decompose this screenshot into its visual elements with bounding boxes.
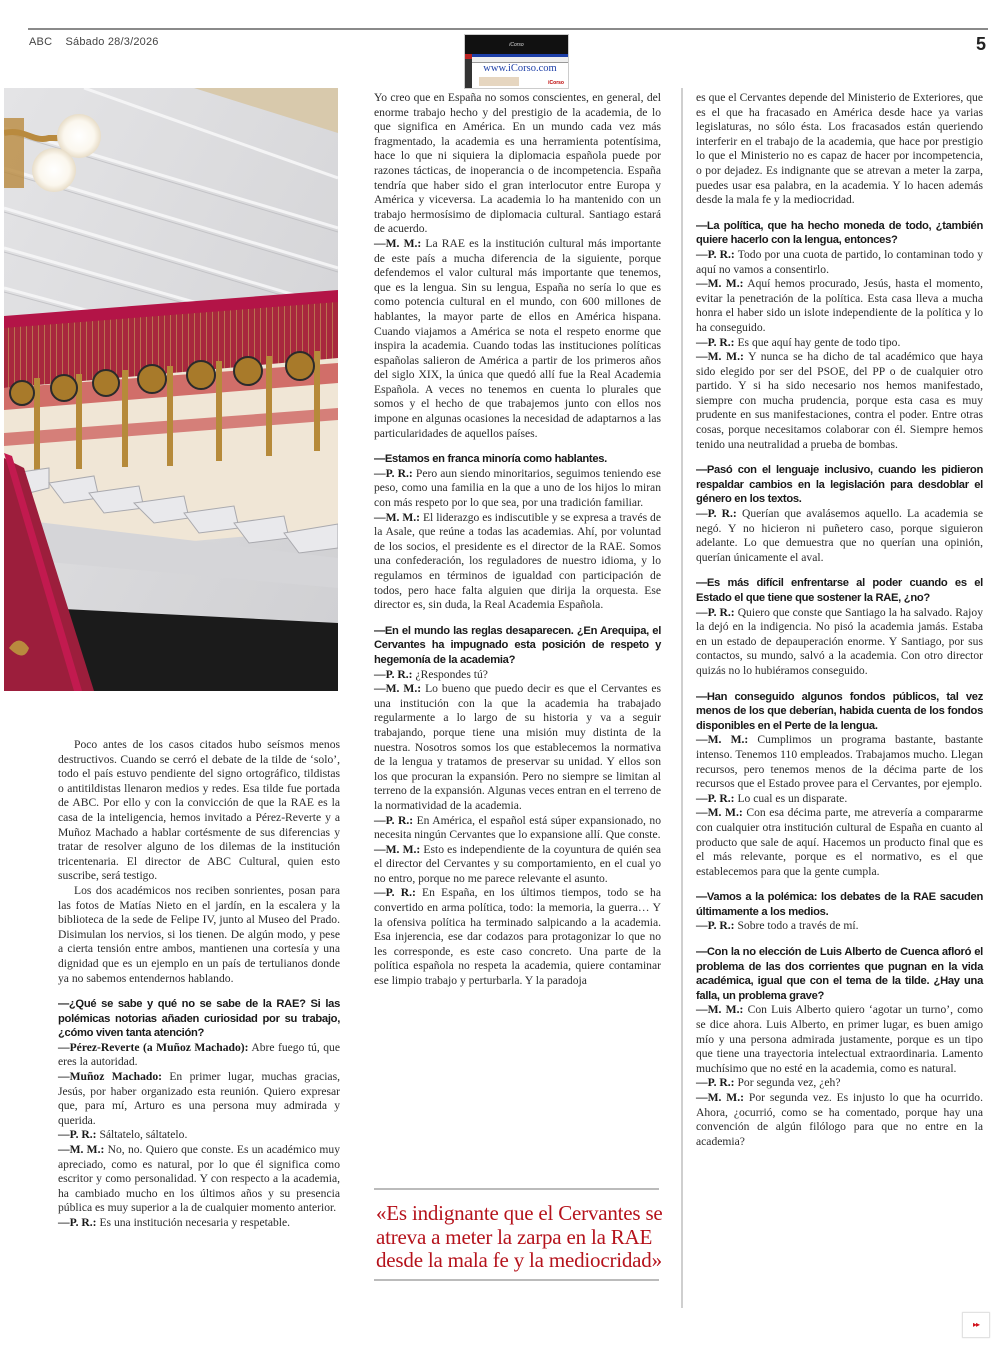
interview-answer <box>696 919 983 934</box>
answer-text: Lo bueno que puedo decir es que el Cervantes es una institución con la que la academia ha trabajado regularmente a lo largo de su historia y va a seguir trabajando, porque tiene una misión muy distinta de la nuestra. Nosotros somos los que establecemos la normativa de la lengua y tratamos de preservar su unidad. Y ellos son los que procuran la expansión. Pero no siempre se limitan al terreno de la expansión. Algunas veces entran en el terreno de la normatividad de la academia. <box>374 682 661 812</box>
answer-text: Por segunda vez. Es injusto lo que ha ocurrido. Ahora, ¿ocurrió, como se ha comentado, porque hay una convención de algún filólogo para que no entre en la academia? <box>696 1091 983 1148</box>
ad-header-text: iCorso <box>509 41 524 48</box>
speaker-label: —P. R.: <box>696 1076 735 1090</box>
answer-text: El liderazgo es indiscutible y se expresa a través de la Asale, que reúne a todas las academias. Ahí, por voluntad de los socios, el presidente es el director de la RAE. Somos una confederación, los reguladores de nuestro idioma, y lo regulamos en términos de igualdad con participación de todos, pero hace falta alguien que dirija la orquesta. Ese director es, sin duda, la Real Academia Española. <box>374 510 661 612</box>
interview-question: —Han conseguido algunos fondos públicos, tal vez menos de los que deberían, habida cuenta de los fondos disponibles en el Perte de la lengua. <box>696 690 983 732</box>
interview-answer <box>696 507 983 565</box>
speaker-label: —Pérez-Reverte (a Muñoz Machado): <box>58 1040 249 1054</box>
answer-text: Abre fuego tú, que eres la autoridad. <box>58 1040 340 1069</box>
pull-quote: «Es indignante que el Cervantes se atreva a meter la zarpa en la RAE desde la mala fe y la mediocridad» <box>376 1201 663 1272</box>
intro-paragraph: Poco antes de los casos citados hubo seísmos menos destructivos. Cuando se cerró el debate de la tilde de ‘solo’, todo el país estuvo pendiente del signo ortográfico, tildistas o antitildistas llenaron medios y redes. Esa tilde fue portada de ABC. Por ello y con la convicción de que la RAE es la casa de la inteligencia, hemos invitado a Pérez-Reverte y a Muñoz Machado a hablar cortésmente de sus diferencias y tratar de resolver alguno de los dilemas de la institución tricentenaria. El director de ABC Cultural, quien esto suscribe, será testigo. <box>58 738 340 883</box>
answer-text: Y nunca se ha dicho de tal académico que haya sido elegido por ser del PSOE, del PP o de cualquier otro partido. Y si ha sido necesario nos hemos manifestado, siempre con mucha prudencia, porque esta casa es muy prudente en sus manifestaciones, contra el poder. Entre otras cosas, porque necesitamos colaborar con él. Siempre hemos tenido una neutralidad a prueba de bombas. <box>696 350 983 451</box>
interview-answer <box>696 350 983 452</box>
interview-question: —Vamos a la polémica: los debates de la RAE sacuden últimamente a los medios. <box>696 891 983 918</box>
masthead <box>29 36 169 48</box>
ad-brand-logo: iCorso <box>548 80 564 86</box>
speaker-label: —Muñoz Machado: <box>58 1070 162 1084</box>
interview-answer <box>374 814 661 843</box>
answer-text: Sáltatelo, sáltatelo. <box>96 1128 188 1142</box>
speaker-label: —M. M.: <box>696 806 743 820</box>
interview-question: —La política, que ha hecho moneda de todo, ¿también quiere hacerlo con la lengua, entonces? <box>696 219 983 247</box>
column-1 <box>58 738 340 1231</box>
interview-answer <box>696 336 983 351</box>
answer-text: Con esa décima parte, me atrevería a compararme con cualquier otra institución cultural de España en cuanto al producto que sale de aquí. Hacemos un producto final que es el más relevante, porque es el normativo, es el que establecemos para que la gente cumpla. <box>696 806 983 878</box>
interview-answer <box>696 248 983 277</box>
column-divider <box>681 88 683 1308</box>
interview-answer <box>696 606 983 679</box>
answer-text: Pero aun siendo minoritarios, seguimos teniendo ese peso, como una familia en la que a uno de los hijos lo miran con más respeto por lo que sea, por una tradición familiar. <box>374 466 661 510</box>
article-photo <box>4 88 338 691</box>
interview-answer <box>696 277 983 335</box>
interview-answer <box>696 733 983 791</box>
interview-answer <box>58 1143 340 1216</box>
answer-text: Querían que avalásemos aquello. La academia se negó. Y no hicieron ni puñetero caso, porque siguieron adelante. Lo que demuestra que no querían una opinión, querían únicamente el aval. <box>696 507 984 564</box>
speaker-label: —M. M.: <box>374 236 422 250</box>
interview-answer <box>374 668 661 683</box>
interview-answer <box>374 467 661 511</box>
interview-answer <box>374 682 661 813</box>
interview-question: —¿Qué se sabe y qué no se sabe de la RAE? Si las polémicas notorias añaden curiosidad por su trabajo, ¿cómo viven tanta atención? <box>58 998 340 1040</box>
fast-forward-icon: ▸▸ <box>972 1320 980 1329</box>
interview-blocks <box>696 219 983 1150</box>
page-number: 5 <box>975 34 986 54</box>
answer-text: En América, el español está súper expansionado, no necesita ningún Cervantes que lo expansione allí. Que conste. <box>374 813 661 842</box>
interview-answer <box>696 1076 983 1091</box>
speaker-label: —P. R.: <box>374 466 413 480</box>
speaker-label: —M. M.: <box>374 682 422 696</box>
speaker-label: —M. M.: <box>696 1003 744 1017</box>
answer-text: Con Luis Alberto quiero ‘agotar un turno’, como se dice ahora. Luis Alberto, en primer lugar, es buen amigo mío y una persona admirada justamente, porque es un tipo que tiene una trayectoria intelectual extraordinaria. Lamento muchísimo que no esté en la academia, como es natural. <box>696 1003 983 1075</box>
speaker-label: —P. R.: <box>696 791 735 805</box>
answer-text: Por segunda vez, ¿eh? <box>734 1076 841 1090</box>
answer-text: Lo cual es un disparate. <box>734 791 848 805</box>
column-3 <box>696 91 983 1149</box>
interview-answer <box>374 886 661 988</box>
speaker-label: —M. M.: <box>696 350 744 364</box>
ad-url[interactable]: www.iCorso.com <box>483 63 557 74</box>
ad-map-image <box>479 77 519 86</box>
answer-text: Es que aquí hay gente de todo tipo. <box>734 335 901 349</box>
interview-question: —Con la no elección de Luis Alberto de Cuenca afloró el problema de las dos corrientes que pugnan en la vida académica, igual que con el tema de la tilde. ¿Hay una falla, un problema grave? <box>696 946 983 1002</box>
answer-text: Quiero que conste que Santiago la ha salvado. Rajoy la dejó en la indigencia. No pisó la academia jamás. Estaba en un estado de depauperación enorme. Y Santiago, por sus contactos, su mundo, salvó a la academia. Con otro director quizás no lo hubiéramos conseguido. <box>696 605 983 677</box>
interview-answer <box>58 1128 340 1143</box>
advertisement-banner[interactable] <box>464 34 569 89</box>
interview-answer <box>58 1041 340 1070</box>
speaker-label: —M. M.: <box>374 510 421 524</box>
interview-answer <box>374 843 661 887</box>
interview-answer <box>58 1216 340 1231</box>
speaker-label: —P. R.: <box>58 1128 97 1142</box>
answer-text: Esto es independiente de la coyuntura de quién sea el director del Cervantes y su comportamiento, en el cual yo no entro, porque no me parece relevante el asunto. <box>374 842 661 885</box>
speaker-label: —P. R.: <box>696 247 735 261</box>
interview-question: —En el mundo las reglas desaparecen. ¿En Arequipa, el Cervantes ha impugnado esta posición de respeto y hegemonía de la academia? <box>374 624 661 666</box>
pull-quote-bottom-rule <box>374 1279 659 1281</box>
top-rule <box>28 28 988 30</box>
interview-answer <box>696 806 983 879</box>
speaker-label: —P. R.: <box>374 813 414 827</box>
pull-quote-top-rule <box>374 1188 659 1190</box>
staircase-photo <box>4 88 338 691</box>
interview-answer <box>58 1070 340 1128</box>
speaker-label: —M. M.: <box>58 1143 105 1157</box>
issue-date: Sábado 28/3/2026 <box>65 36 159 48</box>
interview-question: —Estamos en franca minoría como hablantes. <box>374 453 607 466</box>
answer-text: Cumplimos un programa bastante, bastante intenso. Tenemos 110 empleados. Trabajamos mucho. Llegan recursos, pero tenemos menos de la décima parte de los recursos que el Estado provee para el Cervantes, por ejemplo. <box>696 733 983 791</box>
speaker-label: —P. R.: <box>696 605 735 619</box>
interview-answer <box>374 237 661 441</box>
answer-text: No, no. Quiero que conste. Es un académico muy apreciado, como es natural, por lo que él significa como escritor y como personalidad. Y con respecto a la academia, ha cambiado mucho en los últimos años y su presencia pública es muy superior a la de cualquier momento anterior. <box>58 1143 340 1215</box>
intro-paragraph: Los dos académicos nos reciben sonrientes, posan para las fotos de Matías Nieto en el jardín, en la escalera y la biblioteca de la sede de Felipe IV, junto al Museo del Prado. Disimulan los nervios, si los tienen. De algún modo, y pese a cierta tensión entre ambos, mantienen una cortesía y una dignidad que es un ejemplo en un país de tertulianos donde ya no sabemos entendernos hablando. <box>58 883 340 985</box>
speaker-label: —P. R.: <box>696 507 737 521</box>
ad-header <box>465 35 568 54</box>
speaker-label: —M. M.: <box>696 1091 745 1104</box>
lamp-globe <box>32 148 76 192</box>
interview-answer <box>374 511 661 613</box>
speaker-label: —P. R.: <box>696 919 735 933</box>
interview-question: —Es más difícil enfrentarse al poder cuando es el Estado el que tiene que sostener la RAE, ¿no? <box>696 577 983 604</box>
speaker-label: —M. M.: <box>696 277 744 291</box>
interview-answer <box>696 1091 983 1149</box>
answer-text: En primer lugar, muchas gracias, Jesús, por haber organizado esta reunión. Quiero expresar que, para mí, Arturo es una persona muy admirada y querida. <box>58 1070 340 1127</box>
interview-question: —Pasó con el lenguaje inclusivo, cuando les pidieron respaldar cambios en la legislación para desdoblar el género en los textos. <box>696 464 983 506</box>
interview-answer <box>696 1003 983 1076</box>
publication-name: ABC <box>29 36 53 48</box>
speaker-label: —P. R.: <box>696 335 735 349</box>
speaker-label: —P. R.: <box>374 667 413 681</box>
answer-text: Todo por una cuota de partido, lo contaminan todo y aquí no vamos a consentirlo. <box>696 247 983 276</box>
continued-paragraph: es que el Cervantes depende del Ministerio de Exteriores, que es el que ha fracasado en América desde hace ya varias legislaturas, no sólo ésta. Los fracasados están queriendo interferir en el trabajo de la academia, que hace por prestigio lo que el Ministerio no es capaz de hacer por incompetencia, o por dejadez. Es indignante que se atrevan a meter la zarpa, puedes usar esa palabra, en la academia. Y lo hacen además desde la mala fe y la mediocridad. <box>696 91 983 207</box>
answer-text: La RAE es la institución cultural más importante de este país a mucha diferencia de la siguiente, porque defendemos el valor cultural más importante que tenemos, que es la lengua. Sin su lengua, España no sería lo que es como potencia cultural en el mundo, con 600 millones de hablantes, la mayor parte de ellos en América hispana. Cuando viajamos a América se nota el respeto enorme que inspira la academia. Cuando todas las instituciones políticas españolas salieron de América a partir de los primeros años del siglo XIX, la única que quedó allí fue la Real Academia Española. A veces no tenemos en cuenta lo plurales que somos y el hecho de que trabajemos junto con ellos nos impone en algunas ocasiones la necesidad de adaptarnos a las particularidades de aquellos países. <box>374 236 661 440</box>
next-page-button[interactable] <box>962 1312 990 1338</box>
continued-paragraph: Yo creo que en España no somos conscientes, en general, del enorme trabajo hecho y del prestigio de la academia, de lo que significa en América. En un mundo cada vez más fragmentado, la academia es una herramienta potentísima, hace lo que ni siquiera la diplomacia española puede por razones tácticas, de inoperancia o de incompetencia. España tendría que haber sido el gran interlocutor entre Europa y América y viceversa. La academia lo ha mantenido con un trabajo hermosísimo de diplomacia cultural. Santiago estará de acuerdo. <box>374 91 661 236</box>
speaker-label: —M. M.: <box>696 733 749 747</box>
speaker-label: —M. M.: <box>374 842 421 856</box>
column-2 <box>374 91 661 989</box>
speaker-label: —P. R.: <box>374 886 416 900</box>
answer-text: Aquí hemos procurado, Jesús, hasta el momento, evitar la penetración de la política. Esta casa lleva a mucha honra el haber sido un islote independiente de la política y lo ha conseguido. <box>696 277 983 334</box>
answer-text: Es una institución necesaria y respetable. <box>96 1216 291 1229</box>
interview-answer <box>696 792 983 807</box>
answer-text: En España, en los últimos tiempos, todo se ha convertido en arma política, todo: la memoria, la guerra… Y la ofensiva política ha terminado salpicando a la academia. Esa injerencia, ese dar codazos para protagonizar lo que no les corresponde, es este caso concreto. Una parte de la política española no respeta la academia, quiere contaminar ese limpio trabajo y perturbarla. Y la paradoja <box>374 886 661 988</box>
answer-text: Sobre todo a través de mí. <box>734 919 859 933</box>
speaker-label: —P. R.: <box>58 1216 97 1229</box>
answer-text: ¿Respondes tú? <box>412 667 488 681</box>
